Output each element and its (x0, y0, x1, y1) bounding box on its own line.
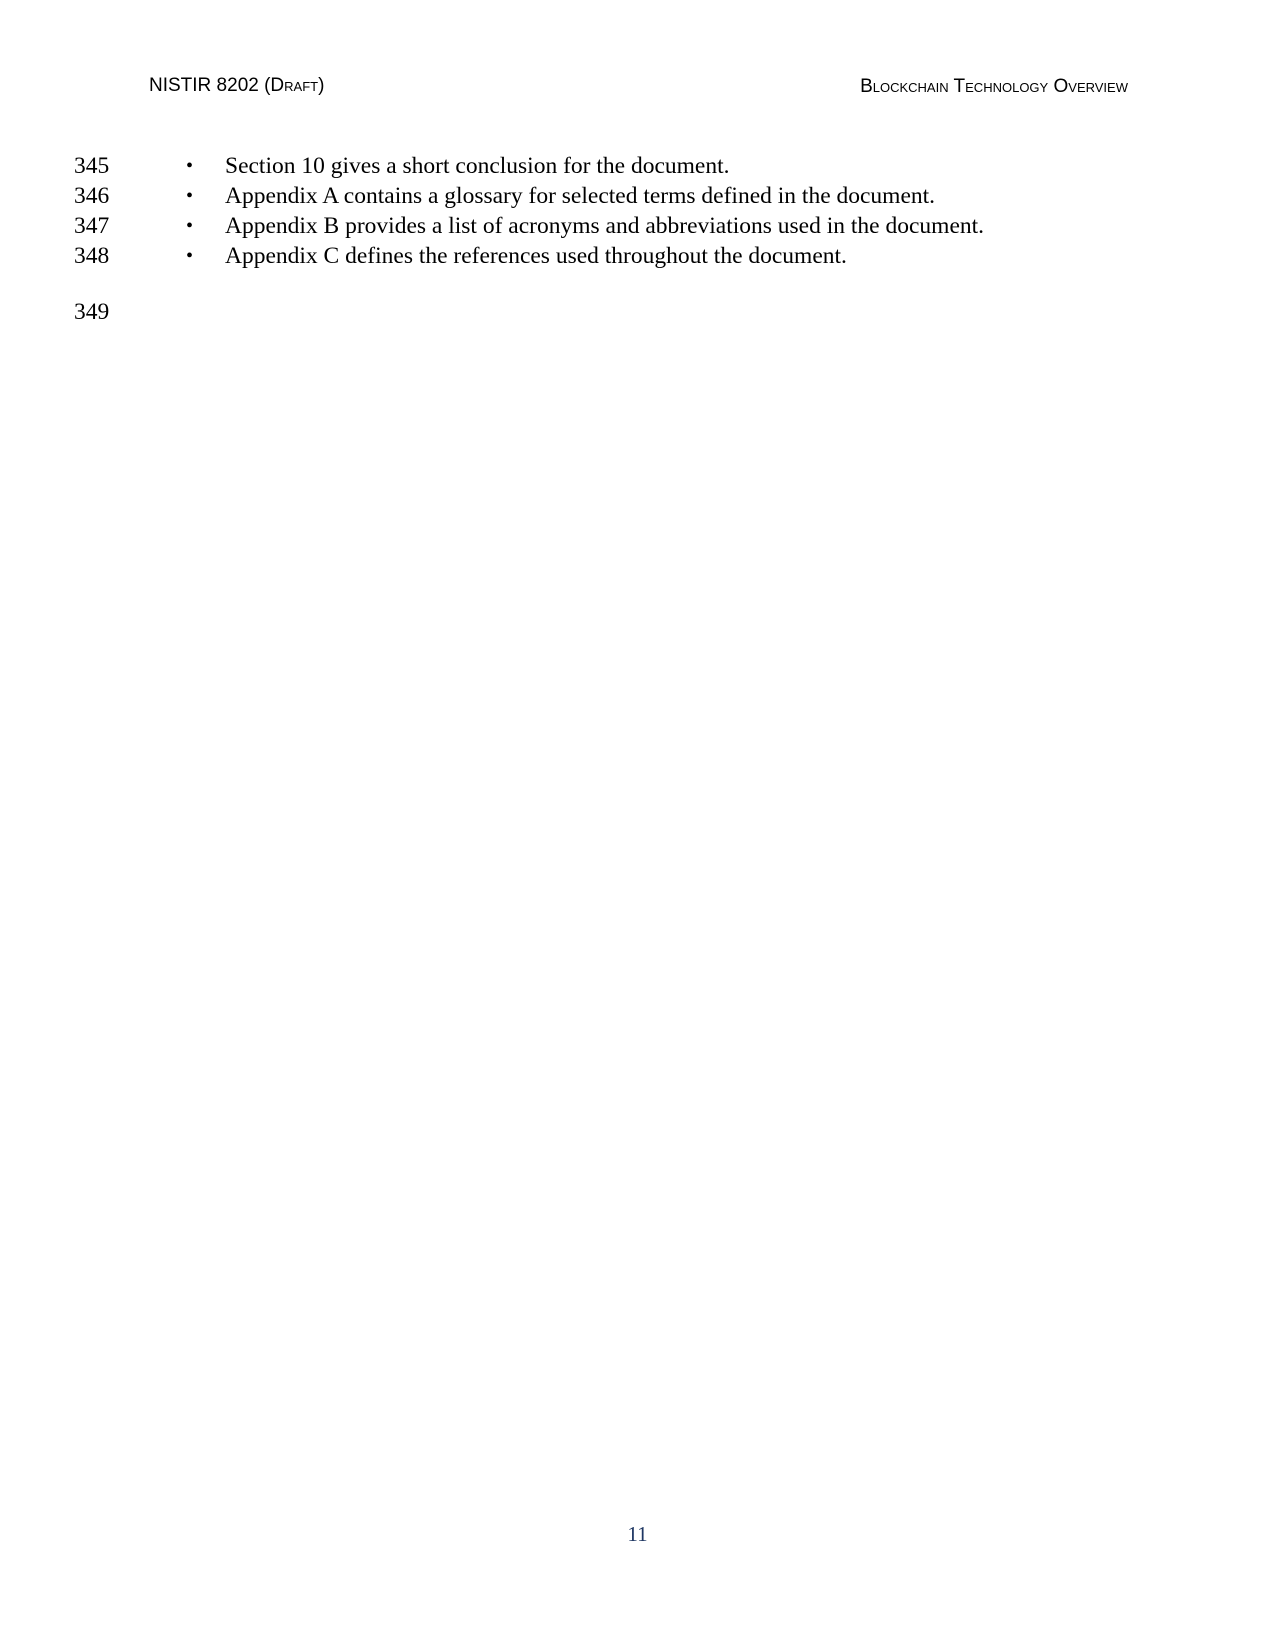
bullet-icon: • (186, 185, 194, 207)
line-number: 348 (74, 243, 110, 269)
line-number: 347 (74, 213, 110, 239)
running-header-left (149, 74, 324, 98)
list-item-text: Appendix B provides a list of acronyms and abbreviations used in the document. (225, 213, 985, 239)
document-id: NISTIR 8202 (149, 75, 259, 96)
bullet-icon: • (186, 245, 194, 267)
list-item-text: Appendix A contains a glossary for selected terms defined in the document. (225, 183, 936, 209)
document-status: (Draft) (264, 75, 325, 96)
document-body (0, 151, 1275, 271)
list-item (0, 211, 1275, 241)
bullet-icon: • (186, 215, 194, 237)
list-item (0, 241, 1275, 271)
list-item (0, 151, 1275, 181)
bullet-icon: • (186, 155, 194, 177)
list-item-text: Appendix C defines the references used throughout the document. (225, 243, 847, 269)
line-number: 346 (74, 183, 110, 209)
list-item-text: Section 10 gives a short conclusion for the document. (225, 153, 730, 179)
line-number: 345 (74, 153, 110, 179)
list-item (0, 181, 1275, 211)
page-number: 11 (627, 1522, 648, 1546)
running-header-title: Blockchain Technology Overview (860, 76, 1128, 97)
line-number: 349 (74, 299, 110, 325)
